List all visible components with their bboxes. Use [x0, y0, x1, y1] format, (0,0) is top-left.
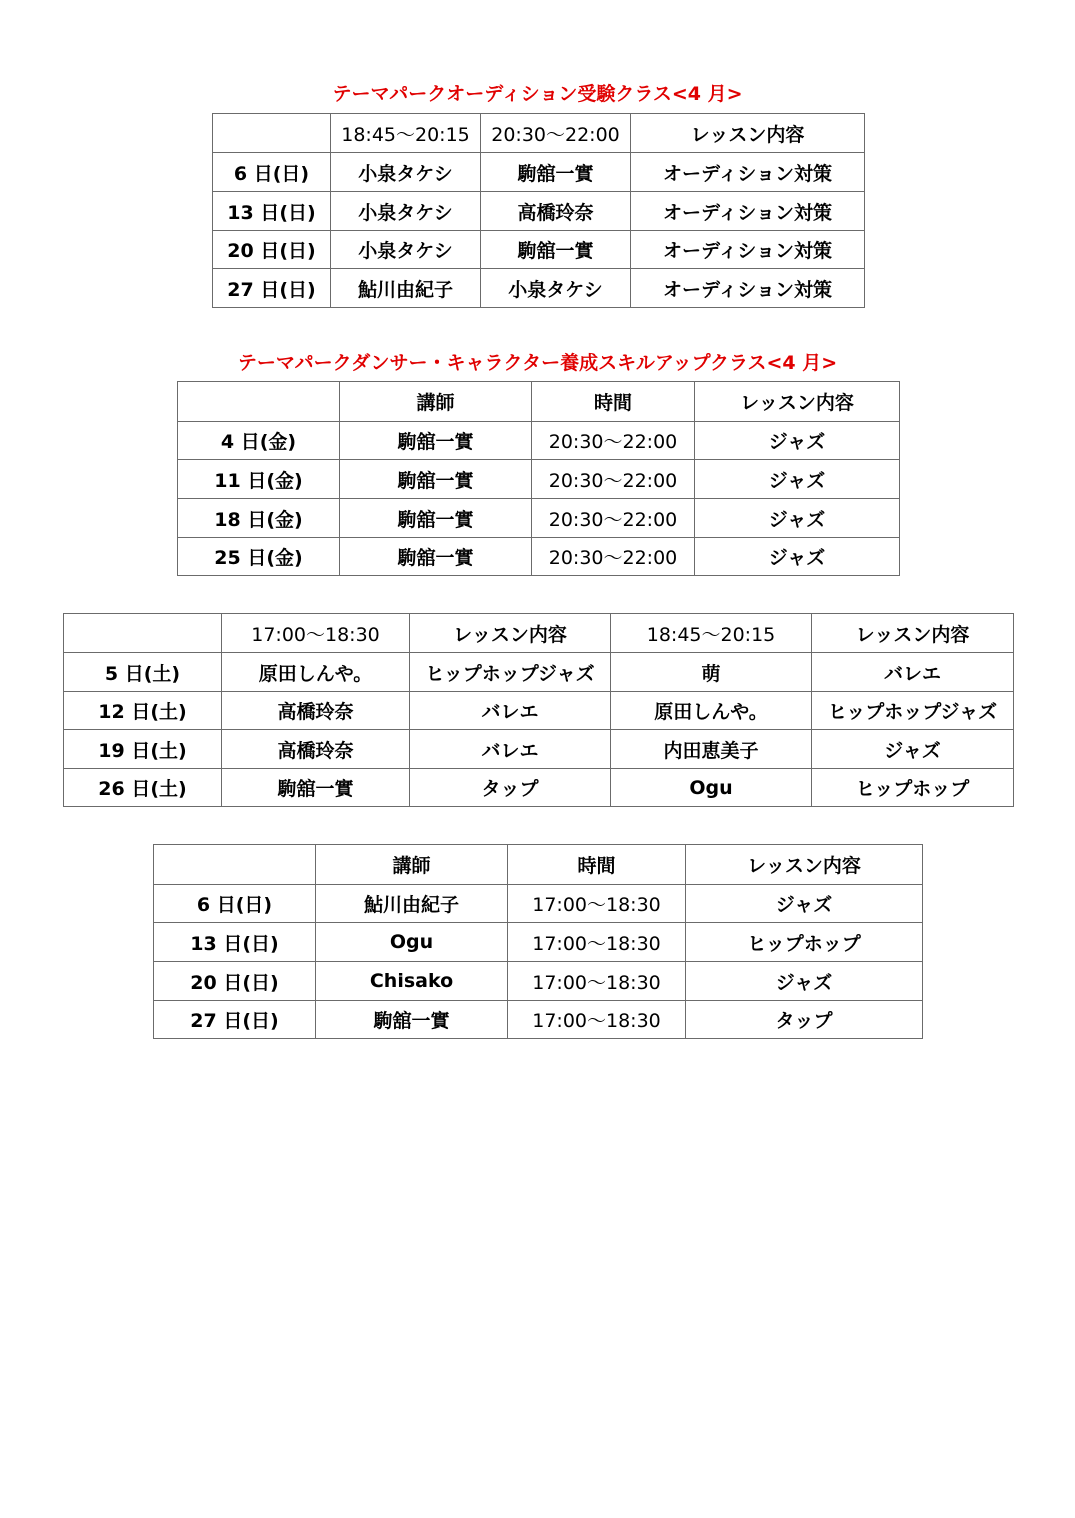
- table-row: [213, 192, 865, 231]
- table-cell: 内田恵美子: [611, 730, 812, 769]
- table-row: [64, 692, 1014, 730]
- table-cell: 小泉タケシ: [481, 269, 631, 308]
- table-cell: 原田しんや。: [222, 653, 410, 692]
- table-cell: ヒップホップ: [812, 769, 1014, 807]
- table-cell: オーディション対策: [631, 269, 865, 308]
- table-cell: ヒップホップ: [686, 923, 923, 962]
- date-cell: 5 日(土): [64, 653, 222, 692]
- table-cell: 高橋玲奈: [222, 692, 410, 730]
- table-header-row: [154, 845, 923, 885]
- table-cell: 17:00～18:30: [508, 962, 686, 1001]
- table-cell: バレエ: [812, 653, 1014, 692]
- table-row: [178, 538, 900, 576]
- header-cell: [213, 114, 331, 153]
- table-cell: 駒舘一實: [340, 538, 532, 576]
- table-cell: Chisako: [316, 962, 508, 1001]
- header-cell: レッスン内容: [410, 614, 611, 653]
- table-cell: 駒舘一實: [316, 1001, 508, 1039]
- table-cell: 鮎川由紀子: [331, 269, 481, 308]
- table-cell: ジャズ: [695, 422, 900, 460]
- skillup-schedule-table: [177, 381, 900, 576]
- table-cell: 駒舘一實: [481, 231, 631, 269]
- date-cell: 12 日(土): [64, 692, 222, 730]
- table-cell: バレエ: [410, 692, 611, 730]
- table-row: [213, 153, 865, 192]
- table-row: [64, 769, 1014, 807]
- table-cell: ジャズ: [812, 730, 1014, 769]
- header-cell: レッスン内容: [812, 614, 1014, 653]
- table-row: [178, 460, 900, 499]
- header-cell: レッスン内容: [686, 845, 923, 885]
- date-cell: 20 日(日): [154, 962, 316, 1001]
- date-cell: 27 日(日): [213, 269, 331, 308]
- table-cell: 17:00～18:30: [508, 1001, 686, 1039]
- table-row: [178, 499, 900, 538]
- table-cell: タップ: [410, 769, 611, 807]
- table-cell: 小泉タケシ: [331, 192, 481, 231]
- table-row: [64, 730, 1014, 769]
- header-cell: 時間: [508, 845, 686, 885]
- header-cell: 講師: [340, 382, 532, 422]
- table-cell: 小泉タケシ: [331, 153, 481, 192]
- table-cell: 高橋玲奈: [481, 192, 631, 231]
- table-cell: ジャズ: [695, 538, 900, 576]
- date-cell: 6 日(日): [213, 153, 331, 192]
- table-cell: 駒舘一實: [340, 460, 532, 499]
- table-cell: 20:30～22:00: [532, 538, 695, 576]
- date-cell: 26 日(土): [64, 769, 222, 807]
- table-row: [154, 1001, 923, 1039]
- header-cell: レッスン内容: [695, 382, 900, 422]
- table-cell: オーディション対策: [631, 153, 865, 192]
- table-cell: 高橋玲奈: [222, 730, 410, 769]
- table-row: [154, 885, 923, 923]
- audition-class-title: テーマパークオーディション受験クラス<4 月>: [332, 83, 743, 105]
- date-cell: 11 日(金): [178, 460, 340, 499]
- table-cell: Ogu: [611, 769, 812, 807]
- saturday-schedule-table: [63, 613, 1014, 807]
- header-cell: 17:00～18:30: [222, 614, 410, 653]
- header-cell: 講師: [316, 845, 508, 885]
- date-cell: 20 日(日): [213, 231, 331, 269]
- sunday-schedule-table: [153, 844, 923, 1039]
- table-row: [154, 962, 923, 1001]
- header-cell: [64, 614, 222, 653]
- header-cell: [178, 382, 340, 422]
- skillup-class-title: テーマパークダンサー・キャラクター養成スキルアップクラス<4 月>: [237, 352, 838, 374]
- header-cell: [154, 845, 316, 885]
- table-cell: オーディション対策: [631, 231, 865, 269]
- header-cell: 18:45～20:15: [331, 114, 481, 153]
- table-cell: ジャズ: [695, 460, 900, 499]
- table-row: [213, 269, 865, 308]
- header-cell: 時間: [532, 382, 695, 422]
- table-cell: タップ: [686, 1001, 923, 1039]
- table-row: [178, 422, 900, 460]
- table-row: [64, 653, 1014, 692]
- audition-schedule-table: [212, 113, 865, 308]
- table-cell: バレエ: [410, 730, 611, 769]
- table-header-row: [213, 114, 865, 153]
- table-cell: ジャズ: [695, 499, 900, 538]
- table-cell: 駒舘一實: [222, 769, 410, 807]
- table-cell: 駒舘一實: [340, 499, 532, 538]
- table-cell: Ogu: [316, 923, 508, 962]
- table-row: [154, 923, 923, 962]
- table-cell: 20:30～22:00: [532, 460, 695, 499]
- header-cell: 20:30～22:00: [481, 114, 631, 153]
- date-cell: 6 日(日): [154, 885, 316, 923]
- table-header-row: [178, 382, 900, 422]
- table-cell: 鮎川由紀子: [316, 885, 508, 923]
- table-cell: 駒舘一實: [481, 153, 631, 192]
- table-cell: ヒップホップジャズ: [410, 653, 611, 692]
- table-cell: 萌: [611, 653, 812, 692]
- date-cell: 25 日(金): [178, 538, 340, 576]
- date-cell: 13 日(日): [154, 923, 316, 962]
- date-cell: 19 日(土): [64, 730, 222, 769]
- table-cell: 17:00～18:30: [508, 923, 686, 962]
- table-cell: ジャズ: [686, 962, 923, 1001]
- table-cell: ジャズ: [686, 885, 923, 923]
- date-cell: 18 日(金): [178, 499, 340, 538]
- table-cell: 20:30～22:00: [532, 499, 695, 538]
- date-cell: 13 日(日): [213, 192, 331, 231]
- table-cell: 駒舘一實: [340, 422, 532, 460]
- table-cell: ヒップホップジャズ: [812, 692, 1014, 730]
- date-cell: 27 日(日): [154, 1001, 316, 1039]
- header-cell: レッスン内容: [631, 114, 865, 153]
- table-header-row: [64, 614, 1014, 653]
- header-cell: 18:45～20:15: [611, 614, 812, 653]
- table-cell: オーディション対策: [631, 192, 865, 231]
- table-cell: 小泉タケシ: [331, 231, 481, 269]
- table-cell: 17:00～18:30: [508, 885, 686, 923]
- table-row: [213, 231, 865, 269]
- table-cell: 原田しんや。: [611, 692, 812, 730]
- date-cell: 4 日(金): [178, 422, 340, 460]
- table-cell: 20:30～22:00: [532, 422, 695, 460]
